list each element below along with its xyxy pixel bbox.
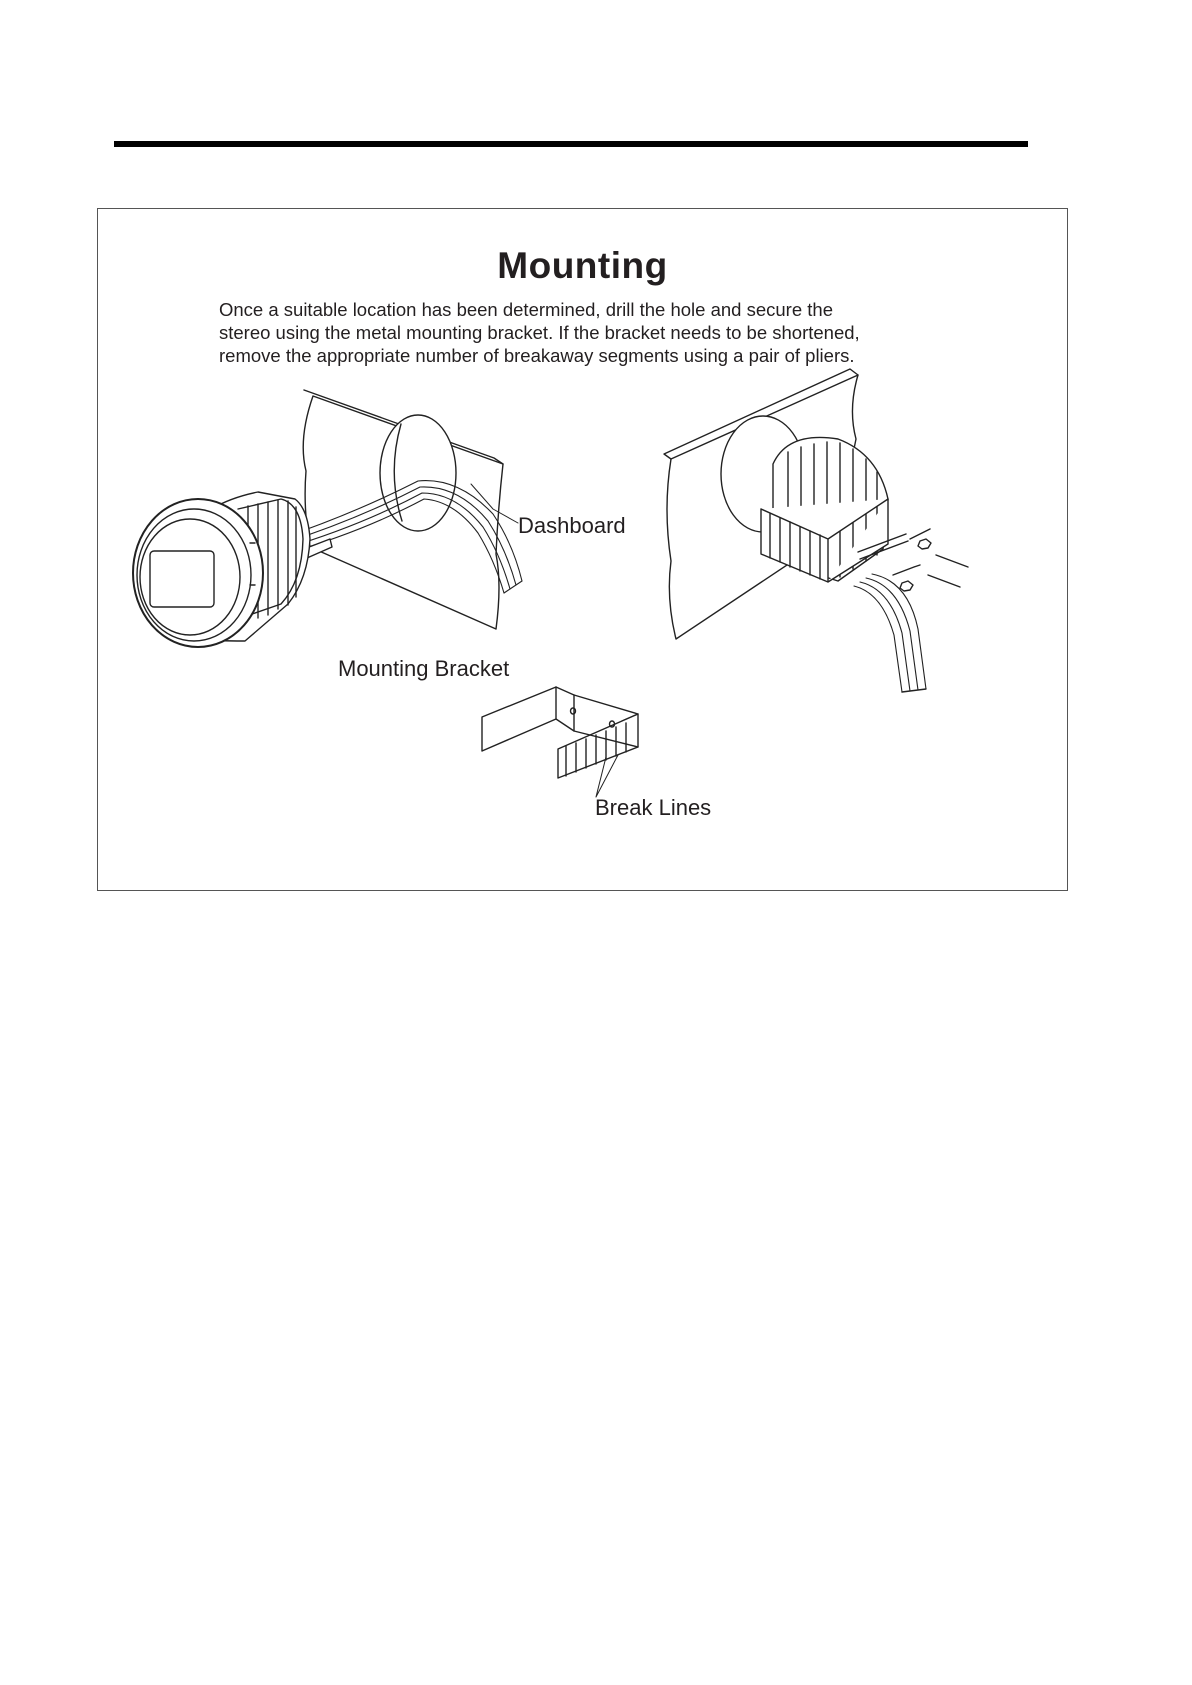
mounted-stereo-drawing [761, 437, 968, 692]
instruction-line: remove the appropriate number of breakaway segments using a pair of pliers. [219, 345, 855, 366]
mounting-illustration [98, 209, 1069, 892]
mounting-figure [97, 208, 1068, 891]
stereo-unit-drawing [133, 492, 310, 647]
instruction-line: stereo using the metal mounting bracket. If the bracket needs to be shortened, [219, 322, 860, 343]
instruction-line: Once a suitable location has been determined, drill the hole and secure the [219, 299, 833, 320]
mounting-bracket-drawing [482, 687, 638, 778]
mounting-bracket-label: Mounting Bracket [338, 656, 510, 681]
dashboard-label: Dashboard [518, 513, 626, 538]
header-rule [114, 141, 1028, 147]
break-lines-label: Break Lines [595, 795, 712, 820]
figure-title: Mounting [497, 245, 668, 286]
